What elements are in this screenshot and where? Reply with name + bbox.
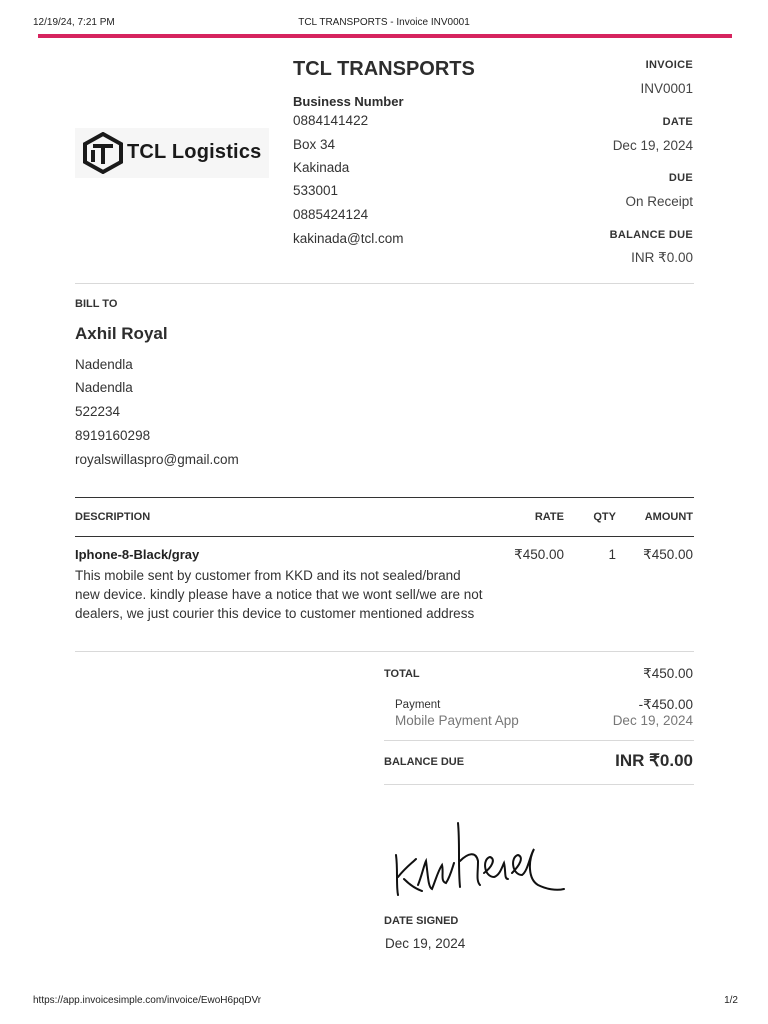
due-label: DUE — [668, 172, 693, 184]
column-header-description: DESCRIPTION — [75, 511, 151, 523]
item-name: Iphone-8-Black/gray — [75, 547, 200, 562]
header-divider — [75, 283, 694, 284]
company-address-line: Box 34 — [293, 137, 336, 152]
due-value: On Receipt — [625, 194, 693, 209]
totals-divider — [384, 740, 694, 741]
total-label: TOTAL — [384, 668, 420, 680]
invoice-date: Dec 19, 2024 — [612, 138, 693, 153]
invoice-label: INVOICE — [645, 59, 693, 71]
table-bottom-border — [75, 651, 694, 652]
item-amount: ₹450.00 — [643, 547, 693, 562]
item-qty: 1 — [608, 547, 616, 562]
tcl-logo-icon — [81, 132, 125, 174]
client-address-line: Nadendla — [75, 357, 133, 372]
payment-label: Payment — [395, 699, 441, 711]
client-email: royalswillaspro@gmail.com — [75, 452, 239, 467]
company-email: kakinada@tcl.com — [293, 231, 404, 246]
client-name: Axhil Royal — [75, 324, 168, 343]
business-number: 0884141422 — [293, 113, 369, 128]
item-description: This mobile sent by customer from KKD and its not sealed/brand new device. kindly please have a notice that we wont sell/we are not dealers, we just courier this device to customer mentioned address — [75, 568, 483, 621]
balance-due-label: BALANCE DUE — [609, 229, 693, 241]
company-city: Kakinada — [293, 160, 350, 175]
date-label: DATE — [662, 116, 693, 128]
company-postcode: 533001 — [293, 183, 339, 198]
print-title: TCL TRANSPORTS - Invoice INV0001 — [298, 17, 470, 28]
totals-bottom-divider — [384, 784, 694, 785]
bill-to-label: BILL TO — [75, 298, 118, 310]
client-postcode: 522234 — [75, 404, 121, 419]
company-logo — [75, 128, 269, 178]
table-header-border — [75, 536, 694, 537]
table-top-border — [75, 497, 694, 498]
company-phone: 0885424124 — [293, 207, 369, 222]
signature-image — [388, 815, 568, 900]
date-signed-label: DATE SIGNED — [384, 915, 459, 927]
date-signed-value: Dec 19, 2024 — [385, 936, 466, 951]
logo-text: TCL Logistics — [127, 141, 262, 163]
print-url: https://app.invoicesimple.com/invoice/EwoH6pqDVr — [33, 995, 262, 1006]
column-header-qty: QTY — [593, 511, 616, 523]
final-balance-label: BALANCE DUE — [384, 756, 465, 768]
client-city: Nadendla — [75, 380, 133, 395]
business-number-label: Business Number — [293, 94, 404, 109]
invoice-number: INV0001 — [640, 81, 693, 96]
item-rate: ₹450.00 — [514, 547, 564, 562]
payment-method: Mobile Payment App — [395, 713, 519, 728]
total-value: ₹450.00 — [643, 666, 693, 681]
accent-bar — [38, 34, 732, 38]
company-name: TCL TRANSPORTS — [293, 58, 475, 80]
print-page-number: 1/2 — [724, 995, 738, 1006]
final-balance-value: INR ₹0.00 — [615, 751, 693, 770]
client-phone: 8919160298 — [75, 428, 151, 443]
payment-amount: -₹450.00 — [638, 697, 693, 712]
balance-due-value: INR ₹0.00 — [631, 250, 693, 265]
column-header-amount: AMOUNT — [644, 511, 693, 523]
payment-date: Dec 19, 2024 — [612, 713, 693, 728]
column-header-rate: RATE — [534, 511, 564, 523]
print-timestamp: 12/19/24, 7:21 PM — [33, 17, 115, 28]
